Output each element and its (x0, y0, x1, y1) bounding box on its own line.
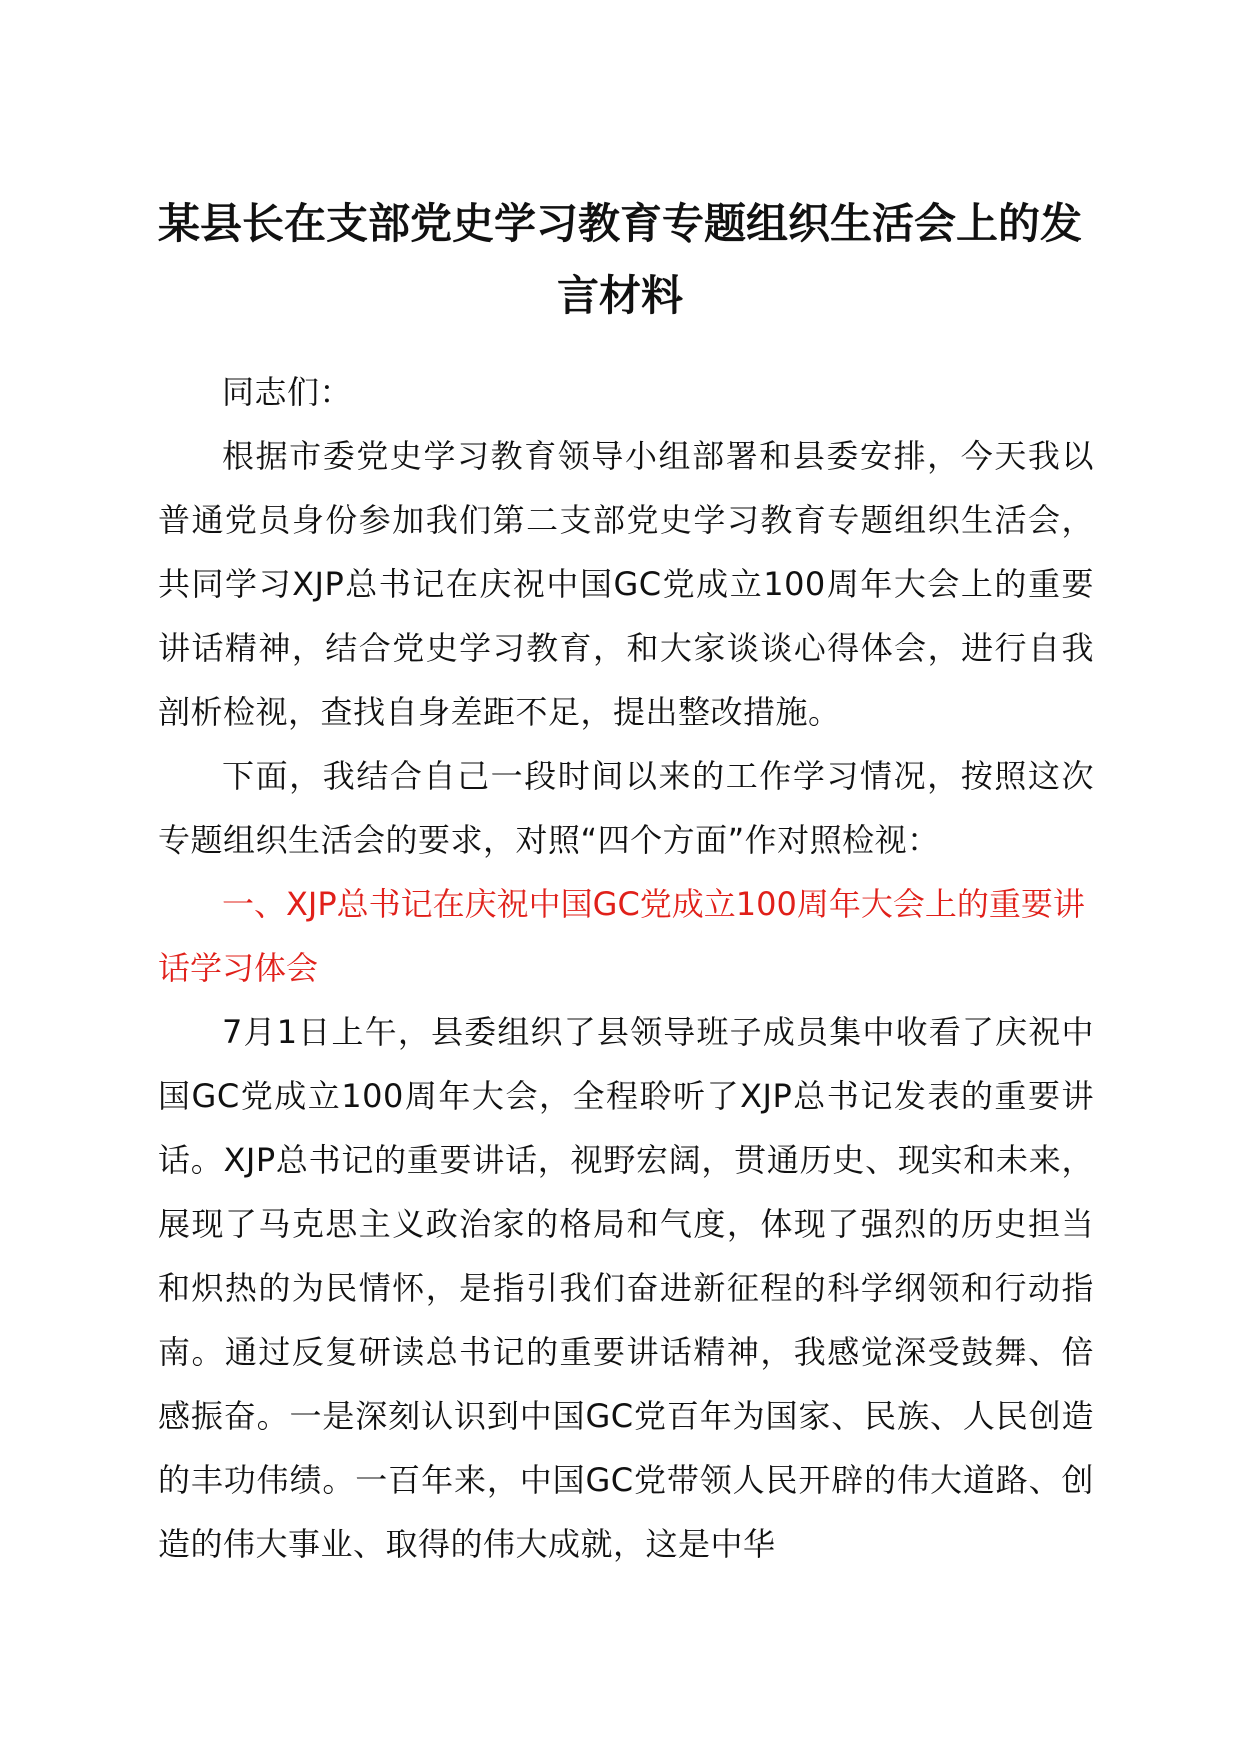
section-heading: 一、XJP总书记在庆祝中国GC党成立100周年大会上的重要讲话学习体会 (158, 885, 1085, 987)
overview-paragraph: 下面，我结合自己一段时间以来的工作学习情况，按照这次专题组织生活会的要求，对照“四个方面”作对照检视： (158, 757, 1094, 859)
document-body (158, 360, 1094, 1576)
greeting: 同志们： (222, 373, 353, 411)
document-title: 某县长在支部党史学习教育专题组织生活会上的发言材料 (157, 199, 1082, 320)
section-paragraph: 7月1日上午，县委组织了县领导班子成员集中收看了庆祝中国GC党成立100周年大会，全程聆听了XJP总书记发表的重要讲话。XJP总书记的重要讲话，视野宏阔，贯通历史、现实和未来，展现了马克思主义政治家的格局和气度，体现了强烈的历史担当和炽热的为民情怀，是指引我们奋进新征程的科学纲领和行动指南。通过反复研读总书记的重要讲话精神，我感觉深受鼓舞、倍感振奋。一是深刻认识到中国GC党百年为国家、民族、人民创造的丰功伟绩。一百年来，中国GC党带领人民开辟的伟大道路、创造的伟大事业、取得的伟大成就，这是中华 (158, 1013, 1094, 1563)
intro-paragraph: 根据市委党史学习教育领导小组部署和县委安排，今天我以普通党员身份参加我们第二支部党史学习教育专题组织生活会，共同学习XJP总书记在庆祝中国GC党成立100周年大会上的重要讲话精神，结合党史学习教育，和大家谈谈心得体会，进行自我剖析检视，查找自身差距不足，提出整改措施。 (158, 437, 1094, 731)
